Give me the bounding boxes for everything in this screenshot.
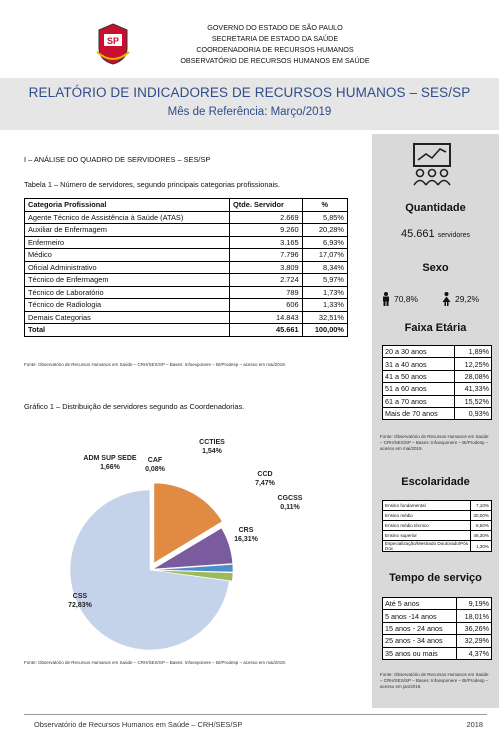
table-cell: Total [25,324,230,337]
table-cell: 1,30% [471,541,492,552]
table1-source: Fonte: Observatório de Recursos Humanos em Saúde – CRH/SES/SP – Bases: Infoexponere – BI/Prodesp – acesso em mai/2019. [24,362,287,367]
report-subtitle: Mês de Referência: Março/2019 [167,106,332,118]
table-cell: Enfermeiro [25,236,230,249]
escolaridade-row [383,541,492,552]
table-cell: 7,10% [471,501,492,511]
table-cell: Auxiliar de Enfermagem [25,224,230,237]
female-icon [442,292,451,306]
pie-value-label: 7,47% [255,480,275,487]
table-cell: Demais Categorias [25,311,230,324]
table-cell: Técnico de Laboratório [25,286,230,299]
table-cell: 25 anos - 34 anos [383,635,457,647]
tempo-title: Tempo de serviço [389,572,482,584]
tempo-table [382,597,492,660]
table-cell: 3.809 [230,261,303,274]
table-cell: 51 a 60 anos [383,383,455,395]
table-cell: 0,93% [455,407,492,419]
table-cell: Ensino médio técnico [383,521,471,531]
escolaridade-row [383,511,492,521]
female-stat [442,292,479,306]
male-pct: 70,8% [394,294,419,304]
faixa-source: Fonte: Observatório de Recursos Humanos em Saúde – CRH/SES/SP – Bases: Infoexponere – BI/Prodesp – acesso em mai/2019. [380,434,489,451]
tempo-row [383,647,492,659]
table-row [25,211,348,224]
table-row [25,324,348,337]
footer-year: 2018 [466,720,483,729]
male-stat [382,292,418,306]
tempo-row [383,622,492,634]
pie-category-label: ADM SUP SEDE [83,455,137,462]
table-row [25,286,348,299]
table-row [25,224,348,237]
pie-category-label: CSS [72,593,88,600]
workforce-chart-icon [408,142,456,186]
header-line: OBSERVATÓRIO DE RECURSOS HUMANOS EM SAÚDE [180,56,370,65]
faixa-row [383,358,492,370]
pie-value-label: 0,11% [280,504,300,511]
table-header: % [302,199,347,212]
table-cell: 36,26% [457,622,492,634]
table-cell: 61 a 70 anos [383,395,455,407]
table-cell: Médico [25,249,230,262]
escolaridade-row [383,501,492,511]
pie-value-label: 72,83% [68,602,92,609]
table-cell: 18,01% [457,610,492,622]
table-cell: 45.661 [230,324,303,337]
table-cell: 15,52% [455,395,492,407]
table-cell: Ensino superior [383,531,471,541]
table-cell: 12,25% [455,358,492,370]
table-cell: 3.165 [230,236,303,249]
table-cell: 789 [230,286,303,299]
sexo-title: Sexo [422,262,449,274]
table-cell: 35 anos ou mais [383,647,457,659]
table-cell: 20,28% [302,224,347,237]
faixa-table [382,345,492,420]
table-cell: 41 a 50 anos [383,370,455,382]
table-row [25,311,348,324]
faixa-row [383,370,492,382]
table-cell: 5 anos -14 anos [383,610,457,622]
faixa-title: Faixa Etária [404,322,467,334]
coordenadorias-pie-chart [40,420,340,660]
header-line: GOVERNO DO ESTADO DE SÃO PAULO [207,23,343,32]
table-cell: 4,37% [457,647,492,659]
page-footer [24,714,487,733]
table-cell: 28,08% [455,370,492,382]
quantidade-line [372,228,499,240]
table-cell: 606 [230,299,303,312]
state-seal-icon [95,22,131,66]
table-cell: 32,51% [302,311,347,324]
section-title: I – ANÁLISE DO QUADRO DE SERVIDORES – SES/SP [24,155,211,164]
female-pct: 29,2% [455,294,480,304]
table-cell: 31 a 40 anos [383,358,455,370]
title-banner [0,78,499,130]
table-cell: 100,00% [302,324,347,337]
table-cell: 5,97% [302,274,347,287]
table-cell: 8,34% [302,261,347,274]
table-cell: Especialização/Mestrado Doutorado/Pós Doc [383,541,471,552]
table-cell: 8,50% [471,521,492,531]
faixa-row [383,407,492,419]
faixa-row [383,346,492,358]
pie-value-label: 1,66% [100,464,120,471]
table-cell: 48,30% [471,531,492,541]
footer-left: Observatório de Recursos Humanos em Saúde – CRH/SES/SP [34,720,243,729]
table-cell: 9.260 [230,224,303,237]
table-cell: Técnico de Radiologia [25,299,230,312]
table-cell: 17,07% [302,249,347,262]
table-cell: 30,00% [471,511,492,521]
report-header [0,0,499,78]
table-row [25,249,348,262]
escolaridade-row [383,531,492,541]
table-cell: 1,73% [302,286,347,299]
table-header: Categoria Profissional [25,199,230,212]
quantidade-title: Quantidade [405,202,466,214]
pie-value-label: 0,08% [145,466,165,473]
male-icon [382,292,390,306]
report-title: RELATÓRIO DE INDICADORES DE RECURSOS HUMANOS – SES/SP [28,85,471,100]
tempo-source: Fonte: Observatório de Recursos Humanos em Saúde – CRH/SES/SP – Bases: Infoexponere – BI/Prodesp – acesso em jan/2019. [380,672,489,689]
table-row [25,274,348,287]
tempo-row [383,610,492,622]
table-cell: 41,33% [455,383,492,395]
pie-value-label: 1,54% [202,448,222,455]
chart-caption: Gráfico 1 – Distribuição de servidores segundo as Coordenadorias. [24,402,245,411]
header-lines [160,22,390,66]
chart-source: Fonte: Observatório de Recursos Humanos em Saúde – CRH/SES/SP – Bases: Infoexponere – BI/Prodesp – acesso em mai/2019. [24,660,287,665]
table-cell: 2.669 [230,211,303,224]
table-cell: 6,93% [302,236,347,249]
tempo-row [383,598,492,610]
servidores-table [24,198,348,337]
table-row [25,236,348,249]
table-cell: Agente Técnico de Assistência à Saúde (ATAS) [25,211,230,224]
quantidade-value: 45.661 [400,228,435,240]
escolaridade-row [383,521,492,531]
table-header: Qtde. Servidor [230,199,303,212]
table-cell: 2.724 [230,274,303,287]
table-cell: Ensino fundamental [383,501,471,511]
header-line: COORDENADORIA DE RECURSOS HUMANOS [196,45,354,54]
escolaridade-table [382,500,492,552]
table-header-row [25,199,348,212]
pie-category-label: CAF [147,457,163,464]
table-cell: Até 5 anos [383,598,457,610]
table-cell: Oficial Administrativo [25,261,230,274]
table-cell: Ensino médio [383,511,471,521]
table-cell: Técnico de Enfermagem [25,274,230,287]
table-cell: 20 a 30 anos [383,346,455,358]
table-cell: 9,19% [457,598,492,610]
tempo-row [383,635,492,647]
faixa-row [383,395,492,407]
escolaridade-title: Escolaridade [401,476,470,488]
faixa-row [383,383,492,395]
table-row [25,299,348,312]
table-row [25,261,348,274]
quantidade-unit: servidores [437,232,470,239]
pie-category-label: CRS [238,527,254,534]
table-cell: 1,89% [455,346,492,358]
pie-value-label: 16,31% [234,536,258,543]
header-line: SECRETARIA DE ESTADO DA SAÚDE [211,34,339,43]
svg-text:SP: SP [106,36,120,46]
table-cell: 32,29% [457,635,492,647]
table-cell: 1,33% [302,299,347,312]
table-cell: 5,85% [302,211,347,224]
pie-category-label: CGCSS [277,495,303,502]
table-cell: Mais de 70 anos [383,407,455,419]
table-cell: 7.796 [230,249,303,262]
pie-category-label: CCTIES [199,439,225,446]
table1-caption: Tabela 1 – Número de servidores, segundo principais categorias profissionais. [24,180,280,189]
pie-category-label: CCD [257,471,273,478]
table-cell: 14.843 [230,311,303,324]
table-cell: 15 anos - 24 anos [383,622,457,634]
